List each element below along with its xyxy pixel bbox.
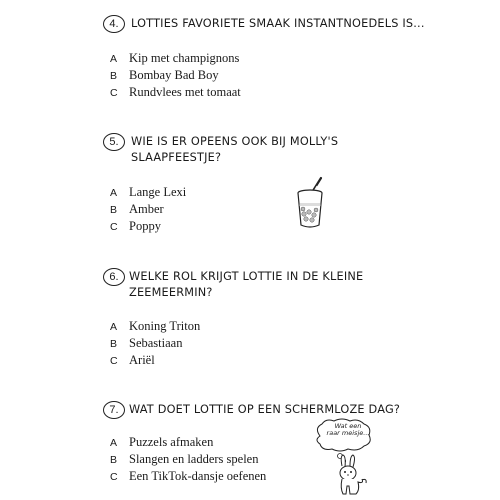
answer-option — [110, 201, 186, 218]
answer-option — [110, 184, 186, 201]
question-number: 5. — [103, 133, 125, 151]
answer-letter: C — [110, 220, 118, 233]
bubble-tea-icon — [292, 176, 332, 232]
answer-letter: A — [110, 320, 118, 333]
answer-text: Ariël — [129, 353, 155, 367]
question-text: LOTTIES FAVORIETE SMAAK INSTANTNOEDELS IS... — [131, 17, 425, 30]
question-number: 7. — [103, 401, 125, 419]
answers-7 — [110, 434, 266, 485]
answer-letter: B — [110, 453, 118, 466]
answer-option — [110, 434, 266, 451]
answer-text: Bombay Bad Boy — [129, 68, 219, 82]
thought-bubble-text — [320, 423, 376, 437]
answer-letter: B — [110, 337, 118, 350]
answers-5 — [110, 184, 186, 235]
answer-option — [110, 50, 241, 67]
question-text: WIE IS ER OPEENS OOK BIJ MOLLY'S SLAAPFEESTJE? — [131, 135, 339, 164]
answer-text: Lange Lexi — [129, 185, 187, 199]
answer-text: Puzzels afmaken — [129, 435, 214, 449]
answer-option — [110, 84, 241, 101]
answer-letter: C — [110, 354, 118, 367]
answer-option — [110, 67, 241, 84]
question-text: WELKE ROL KRIJGT LOTTIE IN DE KLEINE ZEEMEERMIN? — [129, 270, 364, 299]
question-number: 6. — [103, 268, 125, 286]
answer-text: Een TikTok-dansje oefenen — [129, 469, 267, 483]
answer-text: Kip met champignons — [129, 51, 240, 65]
answer-letter: B — [110, 203, 118, 216]
answer-letter: A — [110, 186, 118, 199]
answer-option — [110, 318, 200, 335]
answer-option — [110, 451, 266, 468]
answers-4 — [110, 50, 241, 101]
answer-text: Rundvlees met tomaat — [129, 85, 241, 99]
thought-line-1: Wat een — [334, 422, 362, 430]
answers-6 — [110, 318, 200, 369]
answer-option — [110, 218, 186, 235]
answer-text: Koning Triton — [129, 319, 201, 333]
answer-text: Poppy — [129, 219, 161, 233]
answer-letter: C — [110, 86, 118, 99]
answer-option — [110, 335, 200, 352]
answer-letter: A — [110, 52, 118, 65]
answer-letter: C — [110, 470, 118, 483]
answer-letter: A — [110, 436, 118, 449]
answer-option — [110, 352, 200, 369]
answer-text: Amber — [129, 202, 164, 216]
answer-letter: B — [110, 69, 118, 82]
answer-option — [110, 468, 266, 485]
answer-text: Sebastiaan — [129, 336, 183, 350]
question-number: 4. — [103, 15, 125, 33]
thought-line-2: raar meisje... — [326, 429, 370, 437]
question-text: WAT DOET LOTTIE OP EEN SCHERMLOZE DAG? — [129, 403, 401, 416]
answer-text: Slangen en ladders spelen — [129, 452, 259, 466]
